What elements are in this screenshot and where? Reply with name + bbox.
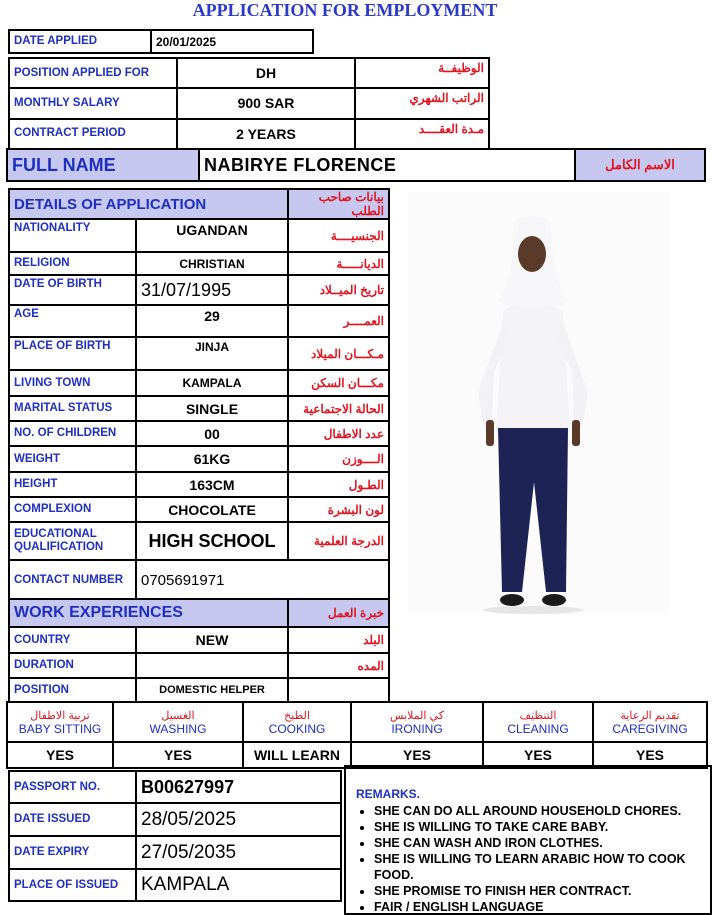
complexion-value: CHOCOLATE [136,497,288,522]
contract-arabic: مـدة العقــــد [355,119,489,149]
skill-washing-label: WASHING [149,721,207,736]
religion-label: RELIGION [9,252,136,275]
age-arabic: العمــــر [288,305,389,337]
place-of-birth-value: JINJA [136,337,288,370]
duration-label: DURATION [9,653,136,678]
date-expiry-label: DATE EXPIRY [9,836,136,869]
contract-value: 2 YEARS [177,119,355,149]
position-value: DH [177,58,355,88]
remark-item: • SHE IS WILLING TO TAKE CARE BABY. [374,819,702,835]
skill-cleaning [483,702,593,742]
dob-label: DATE OF BIRTH [9,275,136,305]
duration-value [136,653,288,678]
children-arabic: عدد الاطفال [288,421,389,446]
skill-caregiving-arabic: تقديم الرعاية [620,709,680,722]
salary-value: 900 SAR [177,88,355,118]
skill-cooking [243,702,351,742]
education-label: EDUCATIONAL QUALIFICATION [9,522,136,560]
religion-value: CHRISTIAN [136,252,288,275]
skill-washing-arabic: الغسيل [161,709,195,722]
age-value: 29 [136,305,288,337]
weight-arabic: الــــوزن [288,446,389,472]
living-town-label: LIVING TOWN [9,370,136,396]
full-name-label: FULL NAME [7,149,199,181]
details-title: DETAILS OF APPLICATION [9,189,288,219]
remark-item: • SHE CAN WASH AND IRON CLOTHES. [374,835,702,851]
date-applied-value: 20/01/2025 [151,30,313,53]
date-expiry-value: 27/05/2035 [136,836,341,869]
skill-cleaning-value: YES [483,742,593,768]
work-experience-table [8,598,390,703]
skill-cooking-label: COOKING [268,721,326,736]
work-position-label: POSITION [9,678,136,702]
details-table [8,188,390,601]
passport-no-label: PASSPORT NO. [9,771,136,803]
remarks-title: REMARKS. [356,787,421,801]
remark-item: • FAIR / ENGLISH LANGUAGE [374,899,702,915]
contract-label: CONTRACT PERIOD [9,119,177,149]
skill-baby-sitting-arabic: تربية الاطفال [30,709,90,722]
page-title: APPLICATION FOR EMPLOYMENT [192,0,498,20]
place-issued-label: PLACE OF ISSUED [9,869,136,901]
place-of-birth-arabic: مـكـــان الميلاد [288,337,389,370]
skill-caregiving-label: CAREGIVING [612,721,688,736]
date-issued-value: 28/05/2025 [136,803,341,836]
skill-baby-sitting-value: YES [7,742,113,768]
remark-item: • SHE IS WILLING TO LEARN ARABIC HOW TO COOK FOOD. [374,851,702,883]
contact-number-label: CONTACT NUMBER [9,560,136,600]
full-name-arabic: الاسم الكامل [575,149,705,181]
education-value: HIGH SCHOOL [136,522,288,560]
country-arabic: البلد [288,627,389,653]
passport-table [8,770,342,902]
skill-ironing-label: IRONING [391,721,443,736]
skill-cleaning-arabic: التنظيف [519,709,557,722]
full-name-table [6,148,706,182]
skill-ironing-arabic: كي الملابس [390,709,444,722]
remarks-box [344,765,712,915]
skill-washing-value: YES [113,742,243,768]
date-issued-label: DATE ISSUED [9,803,136,836]
marital-status-arabic: الحالة الاجتماعية [288,396,389,421]
position-table [8,57,490,150]
skill-cleaning-label: CLEANING [507,721,569,736]
person-figure-icon [408,192,670,614]
marital-status-value: SINGLE [136,396,288,421]
height-value: 163CM [136,472,288,497]
date-applied-table [8,29,314,54]
salary-arabic: الراتب الشهري [355,88,489,118]
details-title-arabic: بيانات صاحب الطلب [288,189,389,219]
work-position-value: DOMESTIC HELPER [136,678,288,702]
date-applied-label: DATE APPLIED [9,30,151,53]
dob-arabic: تاريخ الميــلاد [288,275,389,305]
living-town-arabic: مكـــان السكن [288,370,389,396]
weight-value: 61KG [136,446,288,472]
skill-washing [113,702,243,742]
skill-cooking-arabic: الطبخ [284,709,310,722]
children-value: 00 [136,421,288,446]
religion-arabic: الديانـــــة [288,252,389,275]
skills-table [6,701,708,769]
skill-cooking-value: WILL LEARN [243,742,351,768]
remarks-list [356,803,702,915]
skill-ironing-value: YES [351,742,483,768]
applicant-photo [408,192,670,614]
education-arabic: الدرجة العلمية [288,522,389,560]
skill-caregiving-value: YES [593,742,707,768]
country-value: NEW [136,627,288,653]
contact-number-value: 0705691971 [136,560,389,600]
age-label: AGE [9,305,136,337]
height-arabic: الطـول [288,472,389,497]
height-label: HEIGHT [9,472,136,497]
salary-label: MONTHLY SALARY [9,88,177,118]
nationality-arabic: الجنسيــــة [288,219,389,252]
skill-ironing [351,702,483,742]
skill-caregiving [593,702,707,742]
remark-item: • SHE CAN DO ALL AROUND HOUSEHOLD CHORES. [374,803,702,819]
children-label: NO. OF CHILDREN [9,421,136,446]
complexion-label: COMPLEXION [9,497,136,522]
nationality-value: UGANDAN [136,219,288,252]
work-title-arabic: خبرة العمل [288,599,389,627]
passport-no-value: B00627997 [136,771,341,803]
place-issued-value: KAMPALA [136,869,341,901]
skill-baby-sitting [7,702,113,742]
marital-status-label: MARITAL STATUS [9,396,136,421]
full-name-value: NABIRYE FLORENCE [199,149,575,181]
position-arabic: الوظيفــة [355,58,489,88]
nationality-label: NATIONALITY [9,219,136,252]
place-of-birth-label: PLACE OF BIRTH [9,337,136,370]
weight-label: WEIGHT [9,446,136,472]
complexion-arabic: لون البشرة [288,497,389,522]
living-town-value: KAMPALA [136,370,288,396]
work-position-arabic [288,678,389,702]
position-label: POSITION APPLIED FOR [9,58,177,88]
remark-item: • SHE PROMISE TO FINISH HER CONTRACT. [374,883,702,899]
work-title: WORK EXPERIENCES [9,599,288,627]
skill-baby-sitting-label: BABY SITTING [18,721,102,736]
dob-value: 31/07/1995 [136,275,288,305]
duration-arabic: المده [288,653,389,678]
country-label: COUNTRY [9,627,136,653]
